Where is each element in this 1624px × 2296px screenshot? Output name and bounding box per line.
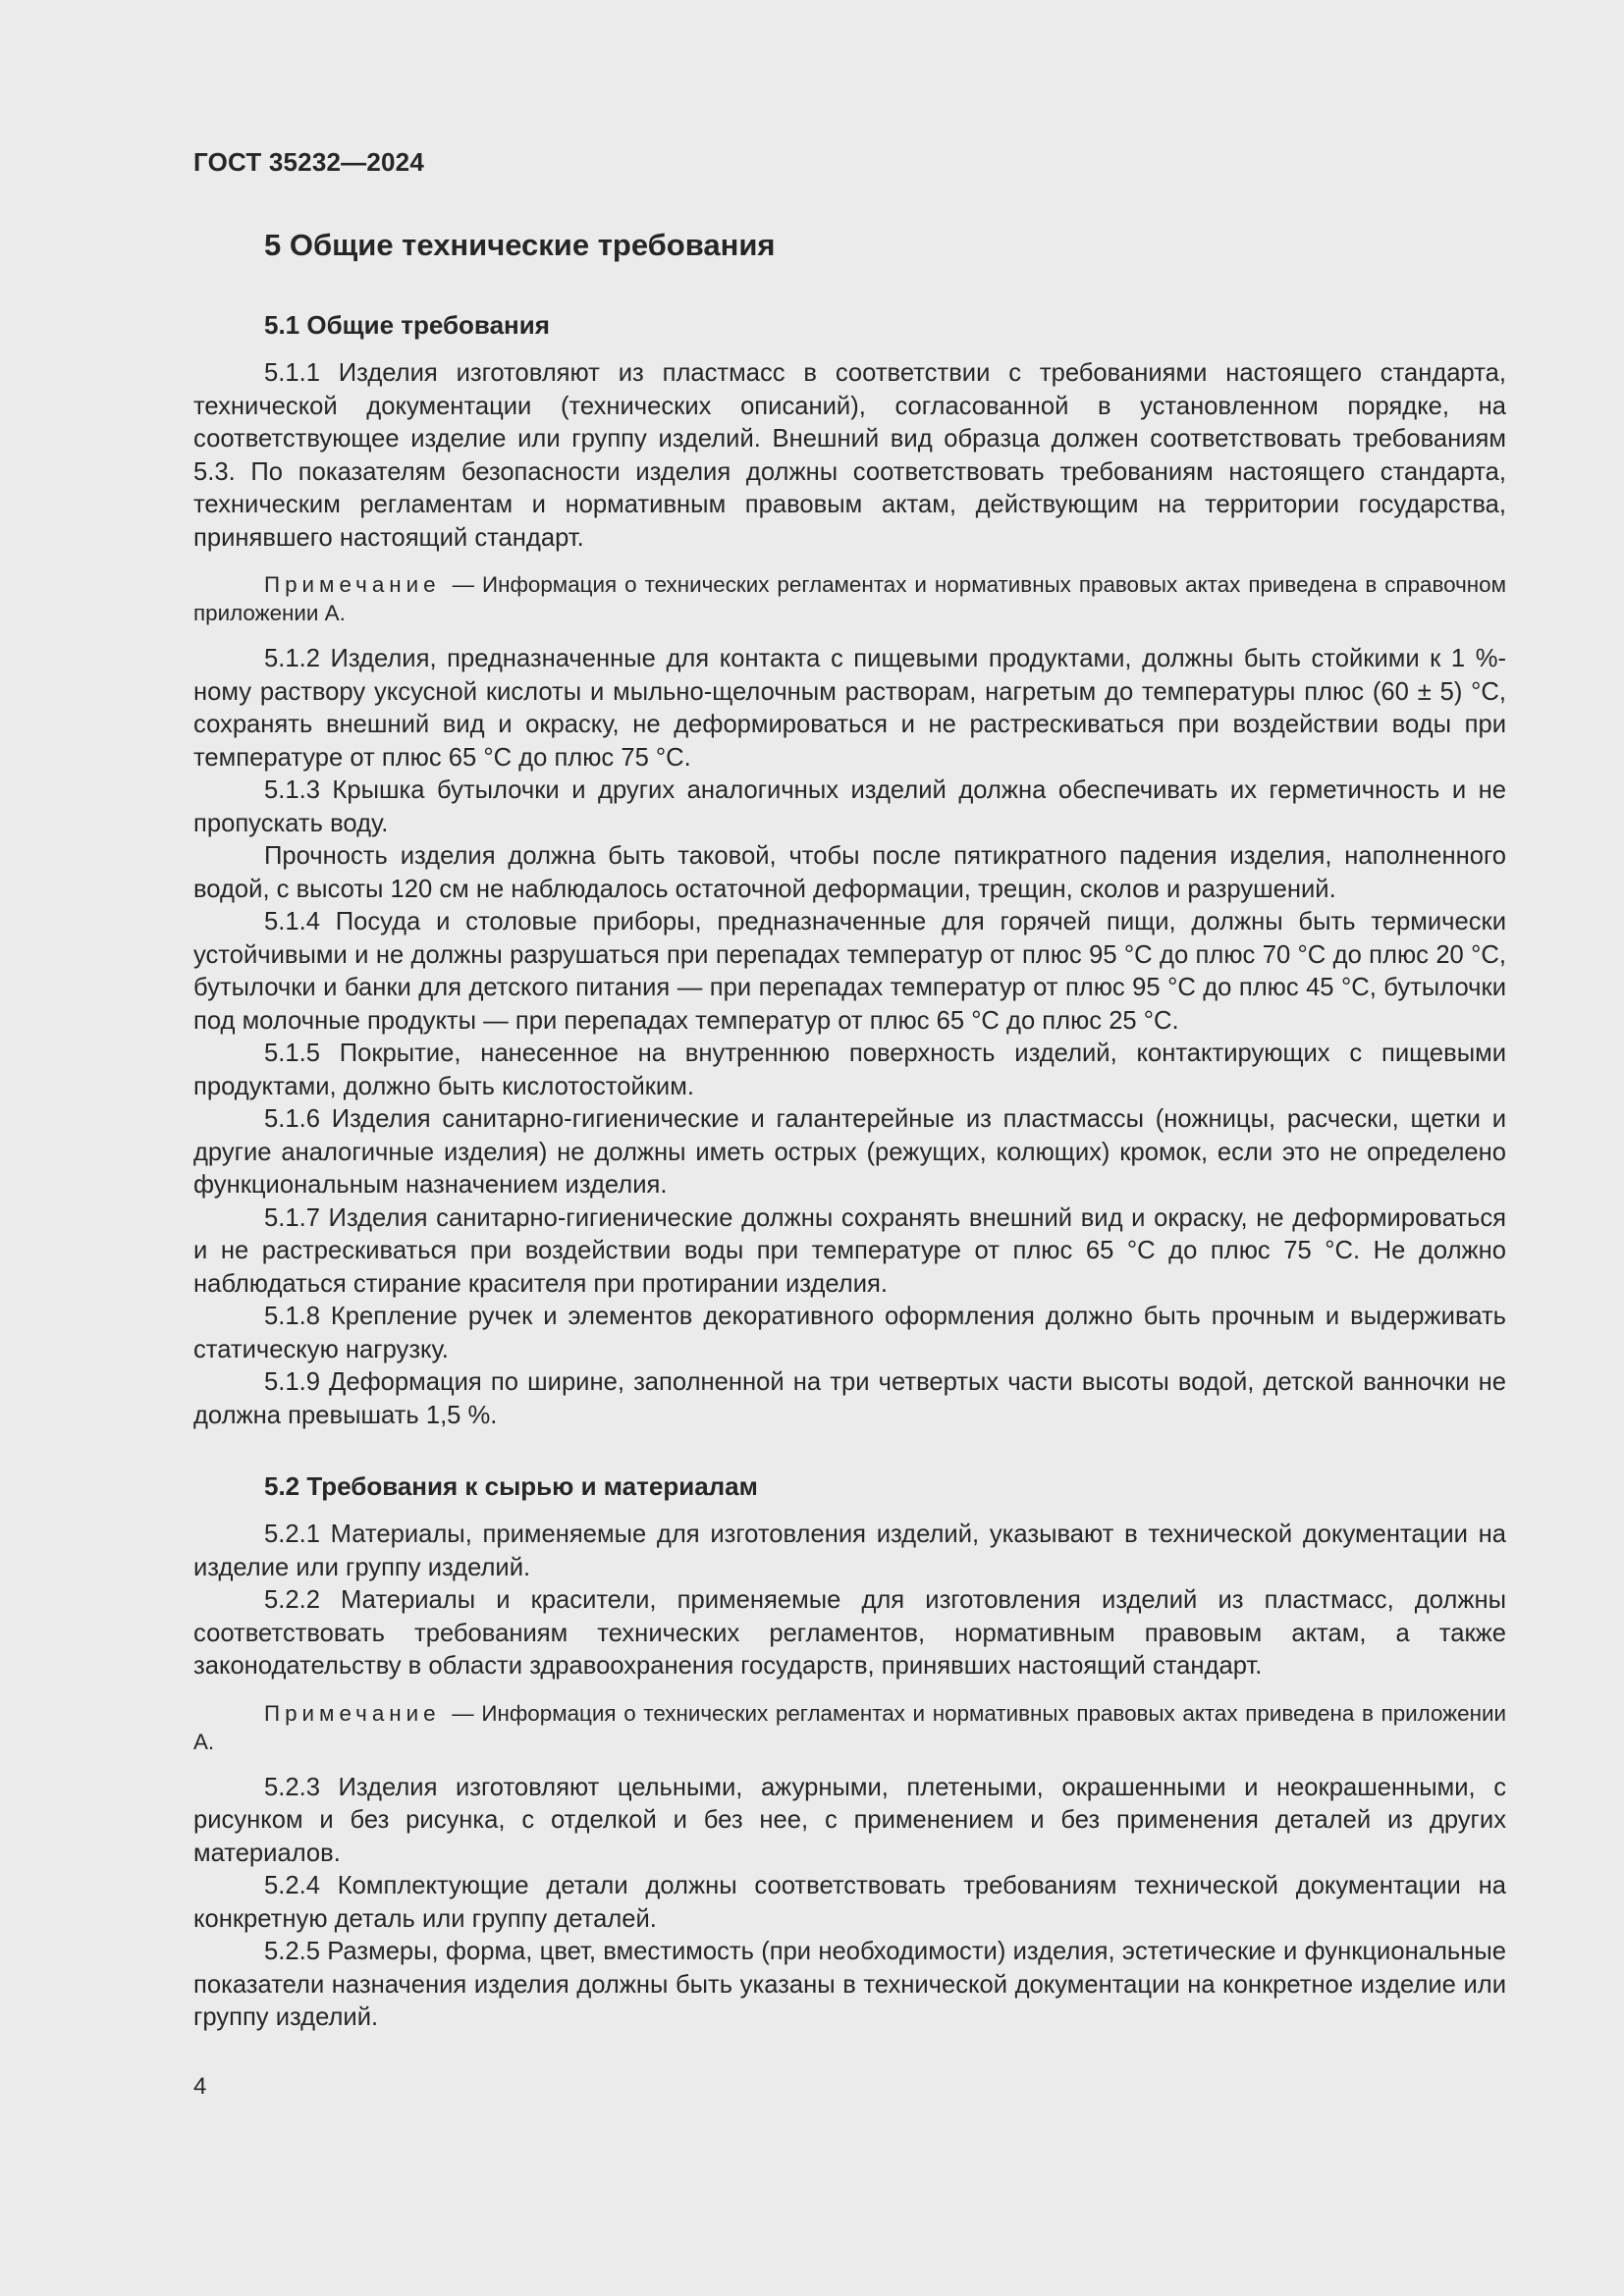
clause-5-1-5: 5.1.5 Покрытие, нанесенное на внутреннюю поверхность изделий, контактирующих с пищевыми продуктами, должно быть кислотостойким. [193, 1040, 1506, 1100]
clause-5-2-5: 5.2.5 Размеры, форма, цвет, вместимость (при необходимости) изделия, эстетические и функциональные показатели назначения изделия должны быть указаны в технической документации на конкретное изделие или группу изделий. [193, 1938, 1506, 2031]
clause-5-1-6: 5.1.6 Изделия санитарно-гигиенические и галантерейные из пластмассы (ножницы, расчески, щетки и другие аналогичные изделия) не должны иметь острых (режущих, колющих) кромок, если это не определено функциональным назначением изделия. [193, 1105, 1506, 1199]
note-text: — Информация о технических регламентах и нормативных правовых актах приведена в справочном приложении А. [193, 572, 1506, 625]
clause-5-1-8: 5.1.8 Крепление ручек и элементов декоративного оформления должно быть прочным и выдерживать статическую нагрузку. [193, 1303, 1506, 1363]
note-5-2 [193, 1699, 1506, 1756]
document-header: ГОСТ 35232—2024 [193, 147, 424, 177]
clause-5-2-3: 5.2.3 Изделия изготовляют цельными, ажурными, плетеными, окрашенными и неокрашенными, с рисунком и без рисунка, с отделкой и без нее, с применением и без применения деталей из других материалов. [193, 1773, 1506, 1867]
section-title: 5 Общие технические требования [264, 228, 776, 262]
clause-5-1-3-strength: Прочность изделия должна быть таковой, чтобы после пятикратного падения изделия, наполненного водой, с высоты 120 см не наблюдалось остаточной деформации, трещин, сколов и разрушений. [193, 842, 1506, 903]
note-5-1 [193, 570, 1506, 627]
subsection-title-general: 5.1 Общие требования [264, 310, 550, 340]
subsection-title-materials: 5.2 Требования к сырью и материалам [264, 1471, 758, 1501]
note-label: Примечание [264, 1700, 441, 1726]
page-content [193, 222, 1506, 2035]
page-number: 4 [193, 2073, 207, 2100]
clause-5-2-1: 5.2.1 Материалы, применяемые для изготовления изделий, указывают в технической документации на изделие или группу изделий. [193, 1521, 1506, 1581]
clause-5-1-7: 5.1.7 Изделия санитарно-гигиенические должны сохранять внешний вид и окраску, не деформироваться и не растрескиваться при воздействии воды при температуре от плюс 65 °С до плюс 75 °С. Не должно наблюдаться стирание красителя при протирании изделия. [193, 1203, 1506, 1298]
note-text: — Информация о технических регламентах и нормативных правовых актах приведена в приложении А. [193, 1700, 1506, 1754]
clause-5-1-1: 5.1.1 Изделия изготовляют из пластмасс в соответствии с требованиями настоящего стандарта, технической документации (технических описаний), согласованной в установленном порядке, на соответствующее изделие или группу изделий. Внешний вид образца должен соответствовать требованиям 5.3. По показателям безопасности изделия должны соответствовать требованиям настоящего стандарта, техническим регламентам и нормативным правовым актам, действующим на территории государства, принявшего настоящий стандарт. [193, 359, 1506, 552]
clause-5-2-2: 5.2.2 Материалы и красители, применяемые для изготовления изделий из пластмасс, должны соответствовать требованиям технических регламентов, нормативным правовым актам, а также законодательству в области здравоохранения государств, принявших настоящий стандарт. [193, 1586, 1506, 1680]
clause-5-1-2: 5.1.2 Изделия, предназначенные для контакта с пищевыми продуктами, должны быть стойкими к 1 %-ному раствору уксусной кислоты и мыльно-щелочным растворам, нагретым до температуры плюс (60 ± 5) °С, сохранять внешний вид и окраску, не деформироваться и не растрескиваться при воздействии воды при температуре от плюс 65 °С до плюс 75 °С. [193, 645, 1506, 772]
clause-5-1-9: 5.1.9 Деформация по ширине, заполненной на три четвертых части высоты водой, детской ванночки не должна превышать 1,5 %. [193, 1368, 1506, 1429]
clause-5-1-4: 5.1.4 Посуда и столовые приборы, предназначенные для горячей пищи, должны быть термически устойчивыми и не должны разрушаться при перепадах температур от плюс 95 °С до плюс 70 °С до плюс 20 °С, бутылочки и банки для детского питания — при перепадах температур от плюс 95 °С до плюс 45 °С, бутылочки под молочные продукты — при перепадах температур от плюс 65 °С до плюс 25 °С. [193, 908, 1506, 1035]
clause-5-2-4: 5.2.4 Комплектующие детали должны соответствовать требованиям технической документации на конкретную деталь или группу деталей. [193, 1872, 1506, 1933]
clause-5-1-3: 5.1.3 Крышка бутылочки и других аналогичных изделий должна обеспечивать их герметичность и не пропускать воду. [193, 776, 1506, 837]
note-label: Примечание [264, 572, 441, 597]
